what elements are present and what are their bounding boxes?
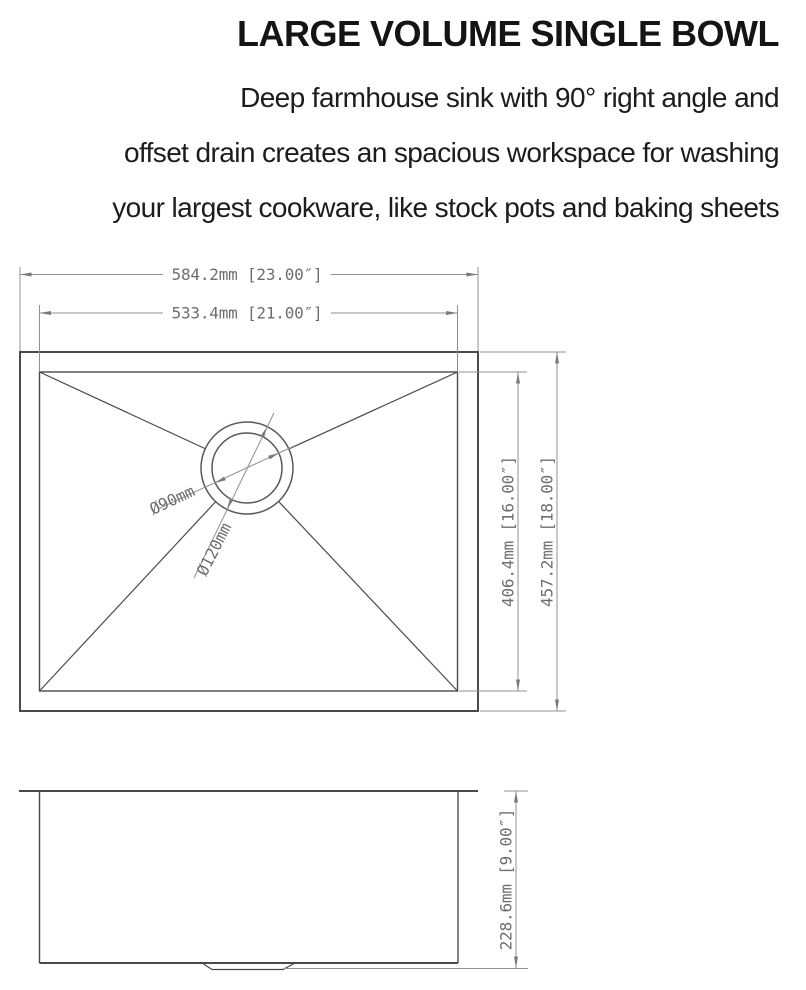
bowl-diagonal-lines [40,372,458,691]
drain-large-diameter-label: Ø120mm [192,519,236,579]
sink-outer-rim [20,352,478,711]
inner-width-label: 533.4mm [21.00″] [171,303,323,323]
depth-label: 228.6mm [9.00″] [496,808,516,951]
page-title: LARGE VOLUME SINGLE BOWL [237,13,779,54]
inner-height-label: 406.4mm [16.00″] [498,456,518,607]
dimension-inner-height [459,372,527,691]
dimension-outer-height [480,352,566,711]
side-view [19,791,528,970]
top-view [20,265,566,711]
outer-width-label: 584.2mm [23.00″] [171,265,323,284]
sink-bowl-edge [40,372,458,691]
description-line: offset drain creates an spacious workspace for washing [123,137,779,168]
dimension-inner-width [40,304,458,372]
description-line: Deep farmhouse sink with 90° right angle and [240,82,779,113]
drain-small-diameter-label: Ø90mm [146,481,198,519]
dimension-depth [284,791,528,969]
description-line: your largest cookware, like stock pots and baking sheets [112,192,779,223]
outer-height-label: 457.2mm [18.00″] [537,456,557,607]
